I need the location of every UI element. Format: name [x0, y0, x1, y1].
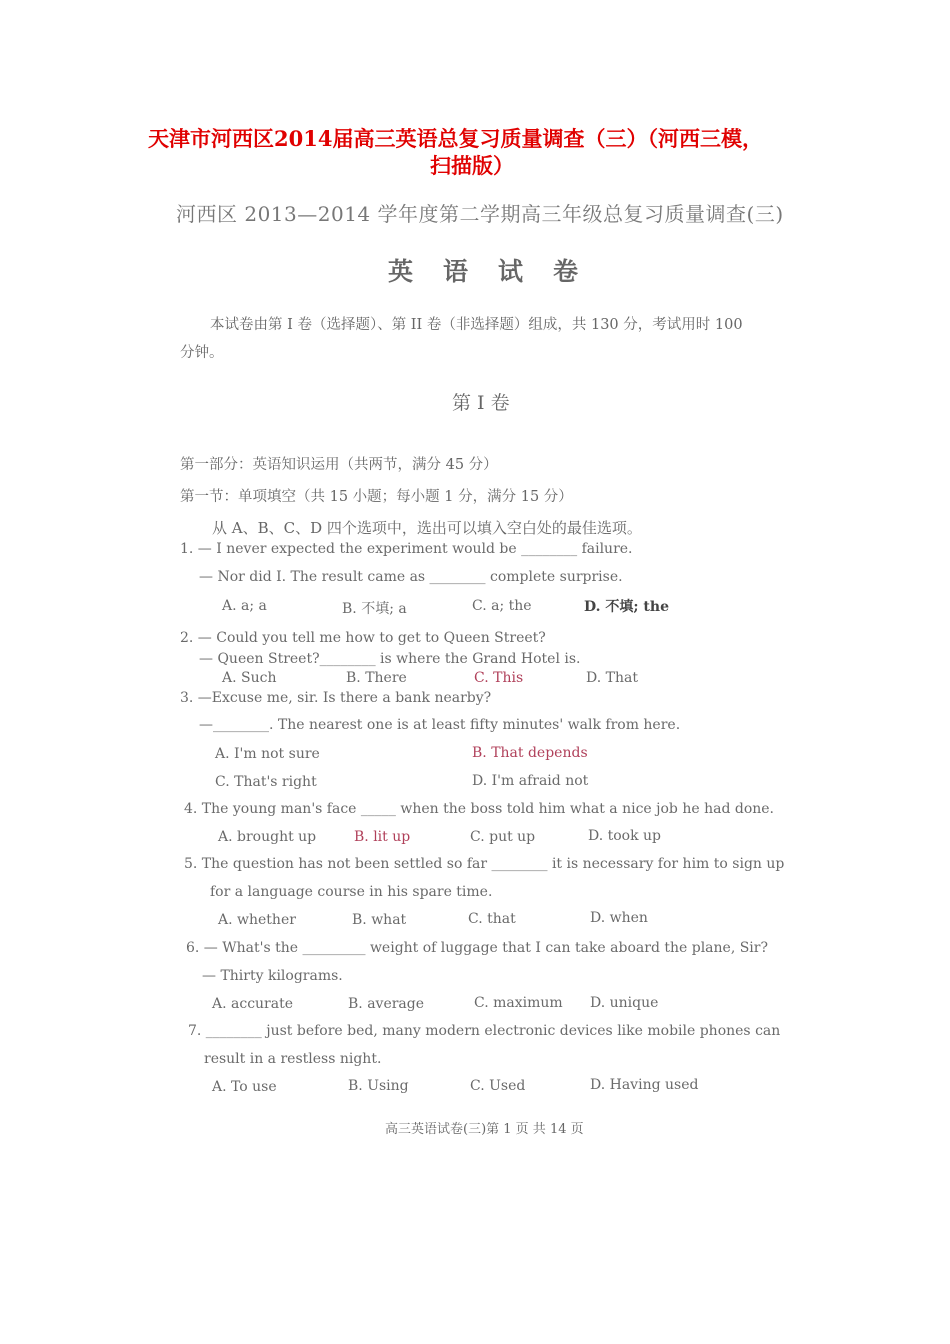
q5-option-c: C. that	[468, 911, 516, 927]
q1-option-c: C. a; the	[472, 598, 532, 614]
q2-option-c: C. This	[474, 670, 524, 686]
q3-line1: 3. —Excuse me, sir. Is there a bank nearby?	[180, 690, 492, 706]
q7-option-a: A. To use	[212, 1079, 277, 1095]
q6-line2: — Thirty kilograms.	[202, 968, 343, 984]
q3-line2: —________. The nearest one is at least fifty minutes' walk from here.	[199, 717, 681, 733]
q2-option-d: D. That	[586, 670, 638, 686]
page-footer: 高三英语试卷(三)第 1 页 共 14 页	[385, 1122, 584, 1137]
q4-option-c: C. put up	[470, 829, 536, 845]
q6-option-b: B. average	[348, 996, 425, 1012]
q5-option-d: D. when	[590, 910, 648, 926]
q6-option-c: C. maximum	[474, 995, 563, 1011]
q4-option-b: B. lit up	[354, 829, 411, 845]
q2-line2: — Queen Street?________ is where the Grand Hotel is.	[199, 651, 581, 667]
volume-heading: 第 I 卷	[452, 392, 510, 414]
q6-option-a: A. accurate	[212, 996, 294, 1012]
q4-line1: 4. The young man's face _____ when the boss told him what a nice job he had done.	[184, 801, 775, 817]
q7-line1: 7. ________ just before bed, many modern electronic devices like mobile phones can	[188, 1023, 781, 1039]
q7-line2: result in a restless night.	[204, 1051, 382, 1067]
section1-heading: 第一节：单项填空（共 15 小题；每小题 1 分，满分 15 分）	[180, 489, 573, 505]
intro-line2: 分钟。	[180, 345, 224, 361]
q7-option-d: D. Having used	[590, 1077, 699, 1093]
doc-title-line1: 天津市河西区2014届高三英语总复习质量调查（三）（河西三模，	[148, 126, 763, 151]
q1-option-d: D. 不填; the	[584, 599, 669, 615]
instruction: 从 A、B、C、D 四个选项中，选出可以填入空白处的最佳选项。	[212, 519, 642, 537]
q6-line1: 6. — What's the _________ weight of luggage that I can take aboard the plane, Sir?	[186, 940, 768, 956]
intro-line1: 本试卷由第 I 卷（选择题）、第 II 卷（非选择题）组成，共 130 分，考试用时 100	[210, 317, 743, 333]
q3-option-b: B. That depends	[472, 745, 588, 761]
q1-option-a: A. a; a	[222, 598, 267, 614]
q5-option-a: A. whether	[218, 912, 296, 928]
part1-heading: 第一部分：英语知识运用（共两节，满分 45 分）	[180, 457, 498, 473]
q1-line2: — Nor did I. The result came as ________ complete surprise.	[199, 569, 623, 585]
exam-title: 河西区 2013—2014 学年度第二学期高三年级总复习质量调查(三)	[176, 202, 784, 226]
q1-option-b: B. 不填; a	[342, 601, 407, 617]
q2-option-a: A. Such	[222, 670, 277, 686]
q2-line1: 2. — Could you tell me how to get to Queen Street?	[180, 630, 546, 646]
q3-option-d: D. I'm afraid not	[472, 773, 589, 789]
q5-option-b: B. what	[352, 912, 407, 928]
q6-option-d: D. unique	[590, 995, 659, 1011]
q7-option-c: C. Used	[470, 1078, 526, 1094]
q4-option-a: A. brought up	[218, 829, 317, 845]
subject-title: 英语试卷	[388, 257, 609, 286]
q2-option-b: B. There	[346, 670, 407, 686]
q5-line2: for a language course in his spare time.	[210, 884, 493, 900]
doc-title-line2: 扫描版）	[430, 153, 514, 178]
q4-option-d: D. took up	[588, 828, 662, 844]
q5-line1: 5. The question has not been settled so far ________ it is necessary for him to sign up	[184, 856, 785, 872]
q3-option-a: A. I'm not sure	[215, 746, 320, 762]
q3-option-c: C. That's right	[215, 774, 317, 790]
q7-option-b: B. Using	[348, 1078, 409, 1094]
q1-line1: 1. — I never expected the experiment would be ________ failure.	[180, 541, 633, 557]
